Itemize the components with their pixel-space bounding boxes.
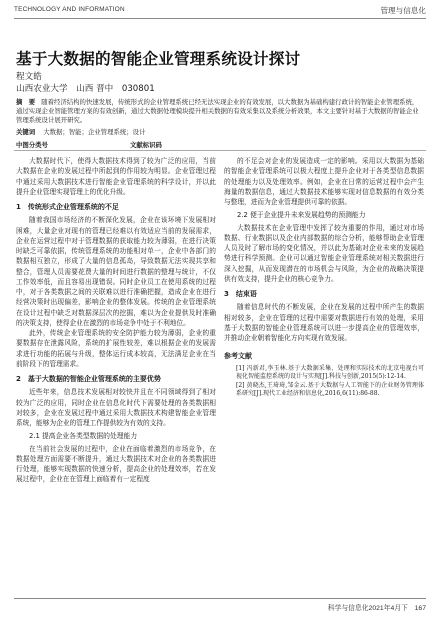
keywords-label: 关键词 bbox=[16, 128, 36, 136]
clc-label: 中图分类号 bbox=[16, 141, 48, 149]
document-code bbox=[130, 140, 166, 149]
references-heading: 参考文献 bbox=[224, 352, 252, 361]
author-name: 程文皓 bbox=[16, 72, 42, 82]
page-header bbox=[14, 5, 426, 19]
abstract bbox=[16, 98, 424, 126]
reference-item: [2] 黄晓杰,王琦琦,邹金云.基于大数据与人工智能下的企业财务管理体系研究[J].现代工业经济和信息化,2016,6(11):86-88. bbox=[236, 381, 424, 398]
body-paragraph: 随着信息时代的不断发展，企业在发展的过程中所产生的数据相对较多，企业在管理的过程中需要对数据进行有效的处理，采用基于大数据的智能企业管理系统可以进一步提高企业的管理效率，并推动企业朝着智能化方向实现有效发展。 bbox=[224, 303, 424, 342]
section-heading: 3 结束语 bbox=[224, 290, 257, 298]
abstract-text: 随着经济结构的快速发展，传统形式的企业管理系统已经无法实现企业的有效发展，以大数据为基础构建行政计的智能企业管理系统，通过实现企业智能管理方案的有效创新，通过大数据处理模块提升相关数据的有效采集以及系统分析效果，本文主要针对基于大数据的智能企业管理系统设计展开研究。 bbox=[16, 98, 419, 125]
reference-item: [1] 冯新君,李玉林.基于大数据采集、处理和实际技术的北京电视台可视化智能监控系统的设计与实现[J].科技与创新,2015(5):12-14. bbox=[236, 364, 424, 381]
body-paragraph: 近些年来，信息技术发展相对较快并且在不同领域得到了相对较为广泛的应用，同时企业在信息化时代下需要处理的各类数据相对较多，企业在发展过程中通过采用大数据技术构建智能企业管理系统，能够为企业的管理工作提供较为有效的支持。 bbox=[16, 388, 216, 427]
keywords-text: 大数据；智能；企业管理系统；设计 bbox=[43, 128, 146, 136]
abstract-divider bbox=[14, 150, 426, 151]
keywords bbox=[16, 127, 145, 136]
article-title: 基于大数据的智能企业管理系统设计探讨 bbox=[16, 50, 301, 68]
body-paragraph: 的不足会对企业的发展造成一定的影响。采用以大数据为基础的智能企业管理系统可以极大程度上提升企业对于各类型信息数据的处理能力以及处理效率。例如，企业在日常的运营过程中会产生海量的数据信息，通过大数据技术能够实现对信息数据的有效分类与整理，进而为企业管理提供可靠的依据。 bbox=[224, 157, 424, 206]
subsection-heading: 2.2 便于企业提升未来发展趋势的预测能力 bbox=[237, 211, 366, 220]
doc-code-label: 文献标识码 bbox=[130, 141, 162, 149]
author-affiliation: 山西农业大学 山西 晋中 030801 bbox=[16, 84, 155, 94]
page-footer bbox=[14, 598, 426, 612]
section-heading: 1 传统形式企业管理系统的不足 bbox=[16, 203, 119, 211]
journal-name: TECHNOLOGY AND INFORMATION bbox=[14, 6, 125, 13]
subsection-heading: 2.1 提高企业各类型数据的处理能力 bbox=[29, 432, 138, 441]
body-paragraph: 在当前社会发展的过程中，企业在面临着激烈的市场竞争，在数据处理方面需要不断提升，通过大数据技术对企业的各类数据进行处理，能够实现数据的快速分析，提高企业的处理效率，若在发展过程中，企业在在管理上面临着有一定程度 bbox=[16, 444, 216, 484]
left-column bbox=[16, 156, 216, 485]
body-paragraph: 随着我国市场经济的不断深化发展，企业在该环境下发展相对困难，大量企业对现有的管理已经难以有效适应当前的发展需求，企业在运营过程中对于管理数据的获取能力较为薄弱，在进行决策时缺乏可靠依据，传统管理系统的功能相对单一，企业中各部门的数据相互独立，形成了大量的信息孤岛，导致数据无法实现共享和整合，管理人员需要花费大量的时间进行数据的整理与统计，不仅工作效率低，而且容易出现错误。同时企业员工在使用系统的过程中，对于各类数据之间的关联难以进行准确把握，造成企业在进行经营决策时出现偏差，影响企业的整体发展。传统的企业管理系统在设计过程中缺乏对数据深层次的挖掘，难以为企业提供及时准确的决策支持，使得企业在激烈的市场竞争中处于不利地位。 bbox=[16, 216, 216, 327]
footer-text: 科学与信息化2021年4月下 167 bbox=[327, 605, 426, 612]
body-paragraph: 此外，传统企业管理系统的安全防护能力较为薄弱，企业的重要数据存在泄露风险，系统的扩展性较差，难以根据企业的发展需求进行功能的拓展与升级，整体运行成本较高，无法满足企业在当前阶段下的管理需求。 bbox=[16, 329, 216, 368]
section-heading: 2 基于大数据的智能企业管理系统的主要优势 bbox=[16, 375, 161, 383]
body-paragraph: 大数据技术在企业管理中发挥了较为重要的作用，通过对市场数据、行业数据以及企业内部数据的综合分析，能够帮助企业管理人员及时了解市场的变化情况，并以此为基础对企业未来的发展趋势进行科学预测。企业可以通过智能企业管理系统对相关数据进行深入挖掘，从而发现潜在的市场机会与风险，为企业的战略决策提供有效支持，提升企业的核心竞争力。 bbox=[224, 223, 424, 283]
right-column bbox=[224, 156, 424, 399]
body-paragraph: 大数据时代下，使得大数据技术得到了较为广泛的应用，当前大数据在企业的发展过程中所起到的作用较为明显。企业管理过程中通过采用大数据技术进行智能企业管理系统的科学设计，并以此提升企业管理实现管理上的优化升级。 bbox=[16, 157, 216, 196]
column-name: 管理与信息化 bbox=[380, 6, 426, 15]
abstract-label: 摘 要 bbox=[16, 98, 36, 106]
clc-number bbox=[16, 140, 52, 149]
